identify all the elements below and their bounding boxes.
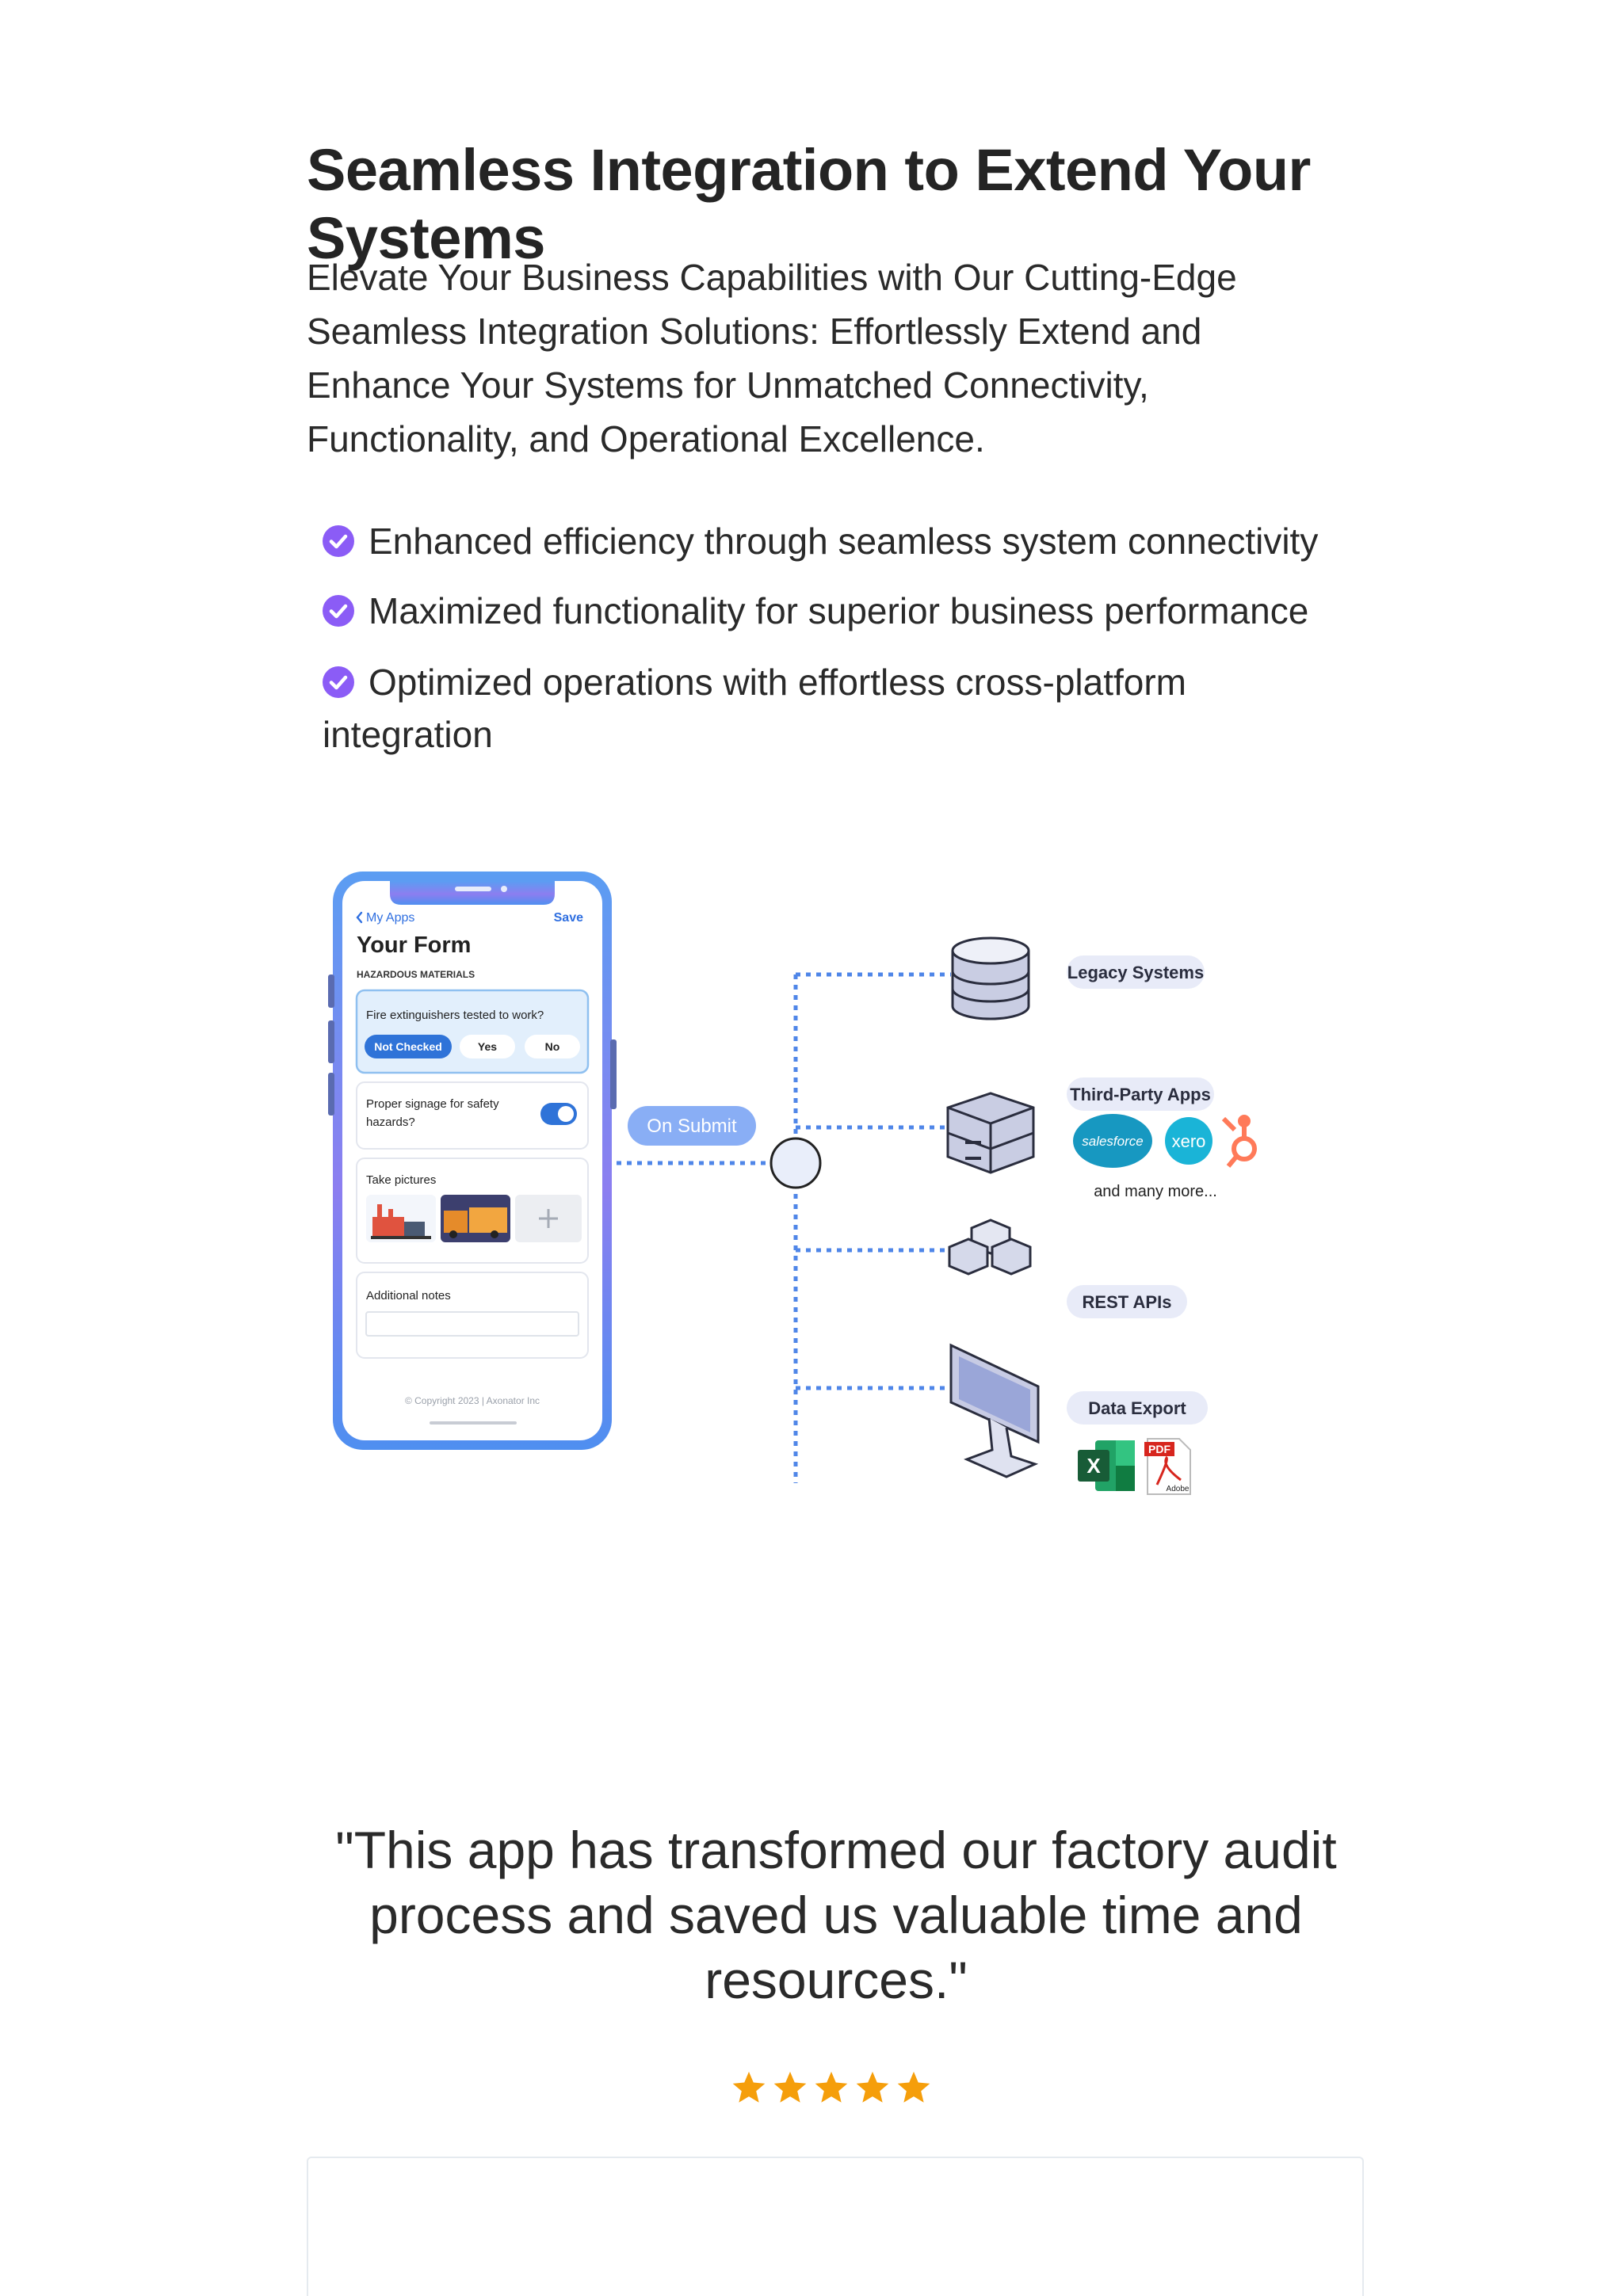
svg-text:X: X [1086,1454,1101,1478]
api-cubes-icon [949,1220,1030,1274]
check-circle-icon [323,525,354,557]
next-card [307,2157,1364,2296]
feature-item [323,585,1377,637]
star-icon [731,2069,767,2106]
section-subtitle: Elevate Your Business Capabilities with Our Cutting-Edge Seamless Integration Solutions: Effortlessly Extend and Enhance Your Systems for Unmatched Connectivity, Functionality, and Operational Excellence. [307,257,1237,460]
notes-input[interactable] [366,1312,579,1336]
back-link[interactable]: My Apps [366,911,415,925]
form-title: Your Form [357,933,472,958]
excel-icon [1078,1440,1135,1491]
check-circle-icon [323,595,354,627]
check-circle-icon [323,666,354,698]
star-icon [772,2069,808,2106]
svg-text:Legacy Systems: Legacy Systems [1067,963,1205,982]
star-icon [813,2069,850,2106]
salesforce-logo [1073,1114,1152,1168]
star-icon [854,2069,891,2106]
section-label: HAZARDOUS MATERIALS [357,969,475,980]
svg-text:Third-Party Apps: Third-Party Apps [1070,1085,1211,1104]
xero-logo [1165,1117,1212,1165]
svg-text:Adobe: Adobe [1166,1485,1190,1493]
feature-text: Enhanced efficiency through seamless system connectivity [369,521,1319,562]
integration-diagram [317,864,1308,1497]
save-link[interactable]: Save [553,911,583,925]
phone-mockup [328,871,617,1450]
svg-text:REST APIs: REST APIs [1082,1292,1172,1312]
svg-text:On Submit: On Submit [647,1116,737,1137]
question-text: Fire extinguishers tested to work? [366,1009,544,1022]
feature-text: Optimized operations with effortless cross-platform integration [323,662,1186,755]
monitor-icon [951,1345,1038,1477]
svg-text:Yes: Yes [477,1040,498,1053]
truck-thumbnail[interactable] [441,1195,510,1242]
feature-item [323,515,1377,567]
question-text: Proper signage for safety [366,1097,499,1111]
server-stack-icon [948,1093,1033,1173]
submit-node [771,1138,820,1188]
svg-text:Not Checked: Not Checked [374,1040,442,1053]
hubspot-logo [1224,1117,1254,1166]
connector-lines [617,974,951,1483]
pdf-icon [1144,1439,1190,1494]
svg-text:Data Export: Data Export [1088,1398,1186,1418]
more-integrations-text: and many more... [1094,1183,1217,1200]
svg-text:PDF: PDF [1148,1443,1170,1455]
question-text: hazards? [366,1116,415,1129]
testimonial-quote: "This app has transformed our factory audit process and saved us valuable time and resources." [335,1821,1337,2009]
feature-item [323,656,1274,761]
svg-text:No: No [544,1040,560,1053]
feature-text: Maximized functionality for superior business performance [369,590,1309,631]
copyright: © Copyright 2023 | Axonator Inc [404,1395,540,1406]
factory-thumbnail[interactable] [366,1195,436,1242]
star-icon [896,2069,932,2106]
svg-text:xero: xero [1171,1131,1206,1151]
pictures-label: Take pictures [366,1173,437,1187]
section-title: Seamless Integration to Extend Your Systems [307,136,1311,271]
rating-stars [731,2069,937,2111]
svg-text:salesforce: salesforce [1082,1134,1144,1149]
notes-label: Additional notes [366,1289,451,1302]
database-icon [953,938,1029,1019]
